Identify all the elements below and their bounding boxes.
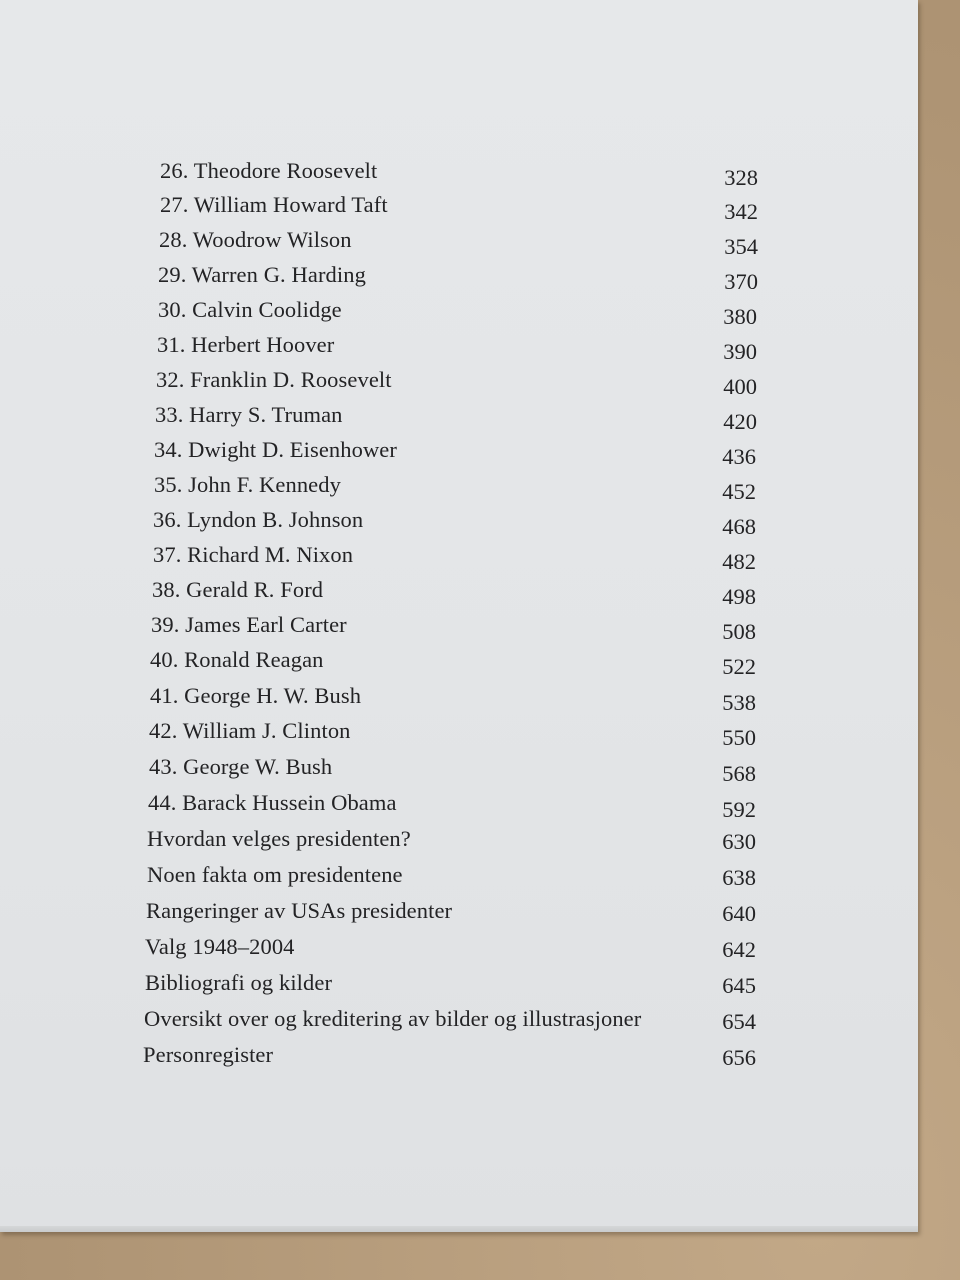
toc-entry-page-number: 640 <box>722 901 756 926</box>
toc-entry <box>0 575 918 609</box>
toc-entry-page-number: 354 <box>724 234 758 259</box>
toc-entry <box>0 860 918 890</box>
toc-entry-page-number: 522 <box>722 654 756 679</box>
toc-entry-title: 28. Woodrow Wilson <box>159 227 352 252</box>
toc-entry-title: 38. Gerald R. Ford <box>152 577 324 602</box>
toc-entry <box>0 156 918 190</box>
toc-entry-page-number: 400 <box>723 374 757 399</box>
toc-entry <box>0 645 918 679</box>
toc-entry <box>0 540 918 574</box>
toc-entry <box>0 610 918 644</box>
toc-entry <box>0 365 918 399</box>
toc-entry <box>0 1040 918 1070</box>
toc-entry-page-number: 550 <box>722 725 756 750</box>
toc-entry <box>0 470 918 504</box>
toc-entry-title: 43. George W. Bush <box>149 754 333 779</box>
toc-entry-page-number: 642 <box>722 937 756 962</box>
toc-entry-title: Oversikt over og kreditering av bilder og illustrasjoner <box>144 1006 642 1031</box>
toc-entry <box>0 752 918 786</box>
toc-entry-page-number: 592 <box>722 797 756 822</box>
toc-entry <box>0 1004 918 1034</box>
toc-entry <box>0 932 918 962</box>
toc-entry-title: 26. Theodore Roosevelt <box>160 158 378 183</box>
toc-entry <box>0 788 918 822</box>
toc-entry <box>0 400 918 434</box>
toc-entry-page-number: 328 <box>724 165 758 190</box>
toc-entry-page-number: 452 <box>722 479 756 504</box>
toc-entry <box>0 681 918 715</box>
toc-entry-title: 44. Barack Hussein Obama <box>148 790 397 815</box>
toc-entry-title: 40. Ronald Reagan <box>150 647 324 672</box>
toc-entry-page-number: 468 <box>722 514 756 539</box>
toc-entry-title: 33. Harry S. Truman <box>155 402 343 427</box>
toc-entry-title: 37. Richard M. Nixon <box>153 542 354 567</box>
toc-entry <box>0 435 918 469</box>
toc-entry <box>0 330 918 364</box>
toc-entry-page-number: 370 <box>724 269 758 294</box>
toc-entry <box>0 225 918 259</box>
toc-entry-page-number: 630 <box>722 829 756 854</box>
toc-entry-title: 30. Calvin Coolidge <box>158 297 342 322</box>
toc-entry-title: Valg 1948–2004 <box>145 934 295 959</box>
toc-entry-page-number: 380 <box>723 304 757 329</box>
toc-entry-title: 32. Franklin D. Roosevelt <box>156 367 392 392</box>
toc-entry-title: 41. George H. W. Bush <box>150 683 362 708</box>
toc-entry <box>0 260 918 294</box>
toc-entry-title: Rangeringer av USAs presidenter <box>146 898 453 923</box>
toc-entry <box>0 824 918 854</box>
toc-entry-page-number: 645 <box>722 973 756 998</box>
toc-entry <box>0 968 918 998</box>
toc-entry-page-number: 498 <box>722 584 756 609</box>
toc-entry-title: 34. Dwight D. Eisenhower <box>154 437 397 462</box>
toc-entry-page-number: 654 <box>722 1009 756 1034</box>
toc-entry-title: 36. Lyndon B. Johnson <box>153 507 364 532</box>
toc-entry-title: Noen fakta om presidentene <box>147 862 403 887</box>
toc-entry <box>0 505 918 539</box>
toc-entry-title: 27. William Howard Taft <box>160 192 388 217</box>
toc-entry-page-number: 390 <box>723 339 757 364</box>
toc-entry-page-number: 342 <box>724 199 758 224</box>
toc-entry <box>0 190 918 224</box>
toc-entry-title: 39. James Earl Carter <box>151 612 347 637</box>
toc-entry-page-number: 482 <box>722 549 756 574</box>
toc-entry-title: 31. Herbert Hoover <box>157 332 335 357</box>
toc-entry-title: Bibliografi og kilder <box>145 970 333 995</box>
toc-entry-page-number: 508 <box>722 619 756 644</box>
toc-entry-page-number: 436 <box>722 444 756 469</box>
toc-entry <box>0 716 918 750</box>
toc-entry-page-number: 538 <box>722 690 756 715</box>
toc-entry-title: 42. William J. Clinton <box>149 718 351 743</box>
toc-entry-page-number: 638 <box>722 865 756 890</box>
toc-entry-page-number: 420 <box>723 409 757 434</box>
toc-entry <box>0 896 918 926</box>
toc-entry-page-number: 656 <box>722 1045 756 1070</box>
toc-entry-title: Hvordan velges presidenten? <box>147 826 411 851</box>
toc-entry-title: 35. John F. Kennedy <box>154 472 341 497</box>
toc-entry-title: 29. Warren G. Harding <box>158 262 366 287</box>
toc-entry <box>0 295 918 329</box>
toc-entry-title: Personregister <box>143 1042 274 1067</box>
toc-entry-page-number: 568 <box>722 761 756 786</box>
